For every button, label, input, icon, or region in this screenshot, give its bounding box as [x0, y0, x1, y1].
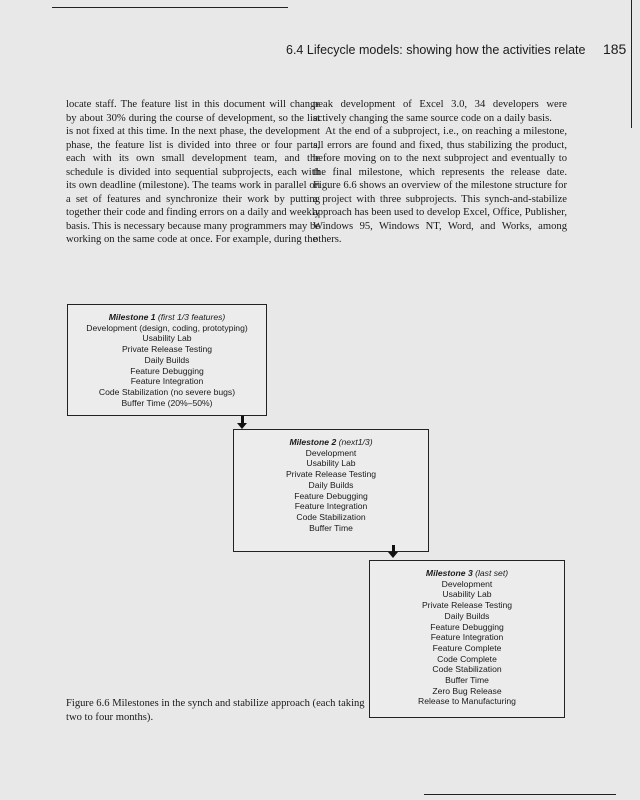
milestone-2-item: Feature Debugging [294, 490, 368, 501]
milestone-2-item: Code Stabilization [296, 511, 366, 522]
milestone-2-item: Development [305, 447, 357, 458]
milestone-1-item: Daily Builds [144, 354, 190, 365]
milestone-1-item: Buffer Time (20%–50%) [121, 397, 213, 408]
milestone-3-subtitle: (last set) [475, 568, 509, 578]
milestone-2-title: Milestone 2 [289, 437, 337, 447]
header-section: 6.4 [286, 43, 304, 57]
milestone-2-item: Daily Builds [308, 479, 354, 490]
page-number: 185 [602, 41, 627, 57]
bottom-right-rule [424, 794, 616, 795]
milestone-3-item: Daily Builds [444, 610, 490, 621]
right-margin-rule [631, 0, 632, 128]
milestone-3-item: Usability Lab [442, 589, 492, 600]
milestone-1-item: Feature Integration [130, 376, 204, 387]
milestone-2-item: Usability Lab [306, 458, 356, 469]
right-paragraph-1: peak development of Excel 3.0, 34 developers were actively changing the same source code on a daily basis. [313, 99, 567, 124]
milestone-1-item: Development (design, coding, prototyping) [86, 322, 248, 333]
milestone-2-item: Feature Integration [294, 501, 368, 512]
milestone-3-box [369, 560, 565, 718]
figure-caption: Figure 6.6 Milestones in the synch and stabilize approach (each taking two to four months). [66, 698, 365, 723]
milestone-2-subtitle: (next1/3) [338, 437, 373, 447]
milestone-1-item: Private Release Testing [121, 344, 213, 355]
milestone-3-item: Buffer Time [445, 675, 489, 686]
milestone-2-item: Private Release Testing [285, 469, 377, 480]
left-text-column [66, 98, 320, 247]
milestone-3-heading [370, 568, 564, 579]
milestone-1-item: Code Stabilization (no severe bugs) [98, 386, 236, 397]
right-text-column [313, 98, 567, 247]
milestone-1-box [67, 304, 267, 416]
milestone-1-item: Feature Debugging [130, 365, 204, 376]
milestone-3-item: Zero Bug Release [432, 685, 502, 696]
milestone-1-heading [68, 312, 266, 323]
milestone-2-heading [234, 437, 428, 448]
milestone-3-item: Development [441, 578, 493, 589]
running-header [286, 41, 627, 57]
milestone-3-title: Milestone 3 [425, 568, 473, 578]
milestone-1-title: Milestone 1 [108, 312, 156, 322]
header-title: Lifecycle models: showing how the activities relate [306, 43, 586, 57]
milestone-2-box [233, 429, 429, 552]
top-left-rule [52, 7, 288, 8]
milestone-3-item: Release to Manufacturing [418, 696, 516, 707]
milestone-1-subtitle: (first 1/3 features) [157, 312, 226, 322]
milestone-2-item: Buffer Time [309, 522, 353, 533]
milestone-3-item: Code Complete [437, 653, 497, 664]
milestone-3-item: Feature Complete [432, 642, 502, 653]
milestone-3-item: Feature Debugging [430, 621, 504, 632]
milestone-3-item: Feature Integration [430, 632, 504, 643]
milestone-3-item: Code Stabilization [432, 664, 502, 675]
milestone-1-item: Usability Lab [142, 333, 192, 344]
milestone-3-item: Private Release Testing [421, 600, 513, 611]
right-paragraph-2: At the end of a subproject, i.e., on reaching a milestone, all errors are found and fixed, thus stabilizing the product, before moving on to the next subproject and eventually to the final milestone, which represents the release date. Figure 6.6 shows an overview of the milestone structure for a project with three subprojects. This synch-and-stabilize approach has been used to develop Excel, Office, Publisher, Windows 95, Windows NT, Word, and Works, among others. [313, 126, 567, 246]
left-paragraph: locate staff. The feature list in this document will change by about 30% during the course of development, so the list is not fixed at this time. In the next phase, the development phase, the feature list is divided into three or four parts, each with its own small development team, and the schedule is divided into sequential subprojects, each with its own deadline (milestone). The teams work in parallel on a set of features and synchronize their work by putting together their code and finding errors on a daily and weekly basis. This is necessary because many programmers may be working on the same code at once. For example, during the [66, 99, 320, 246]
